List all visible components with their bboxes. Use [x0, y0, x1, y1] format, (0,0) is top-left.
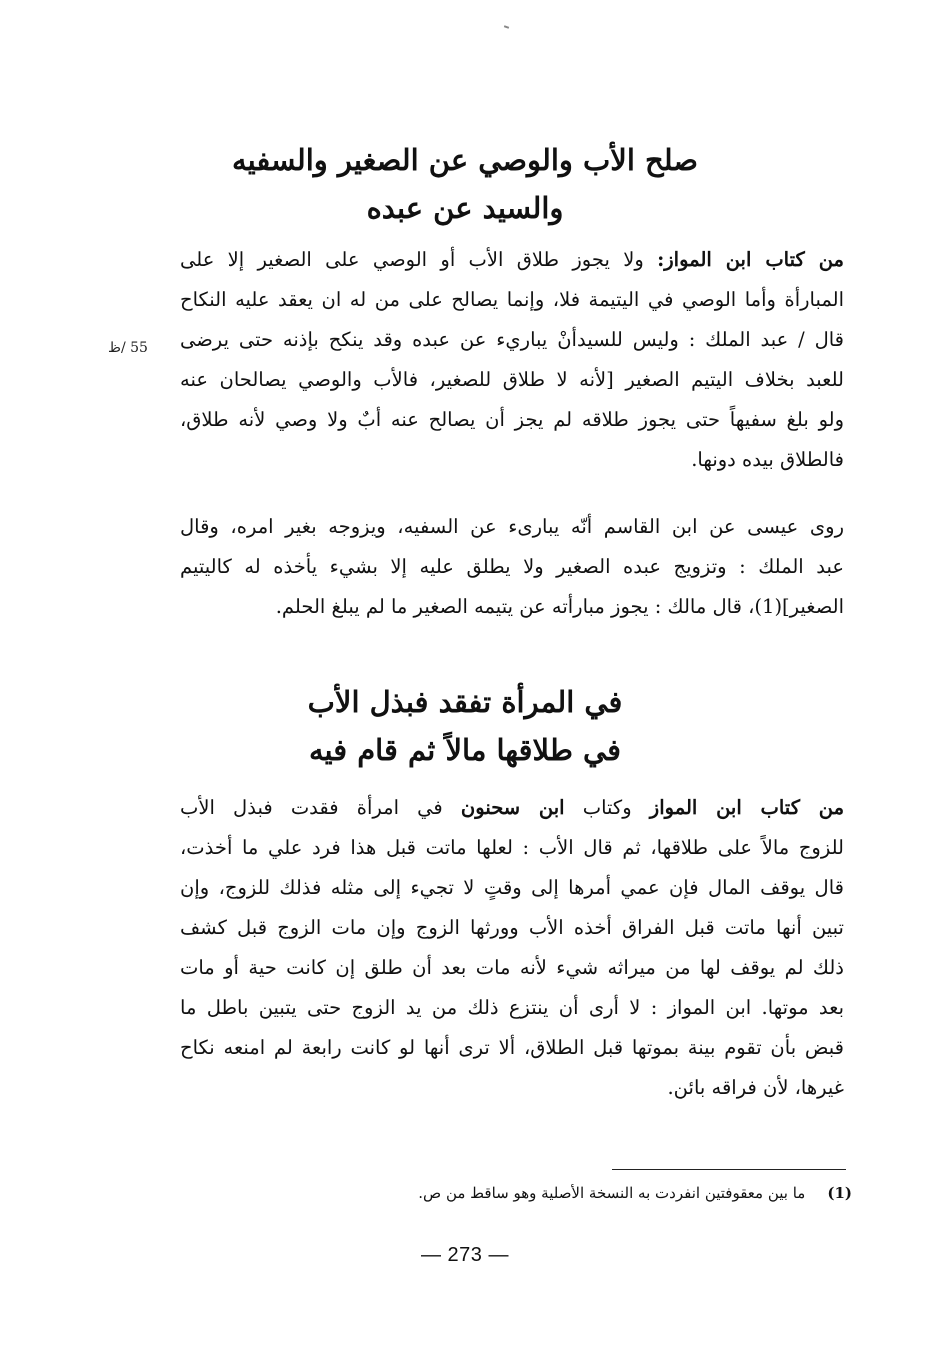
- manuscript-folio-note: 55 /ظ: [108, 340, 148, 356]
- paragraph-2: [180, 507, 844, 627]
- footnote-divider: [612, 1169, 846, 1170]
- paragraph-1-source-bold: من كتاب ابن المواز:: [657, 248, 844, 271]
- scan-speck: [504, 25, 509, 29]
- paragraph-3-line-6: بعد موتها. ابن المواز : لا أرى أن ينتزع ذلك من يد الزوج حتى يتبين باطل ما: [180, 996, 844, 1019]
- paragraph-3-connector: وكتاب: [564, 796, 650, 819]
- paragraph-3-line-1: [180, 788, 844, 828]
- section-heading-2-line-1: في المرأة تفقد فبذل الأب: [307, 685, 623, 719]
- paragraph-1-line-3: قال / عبد الملك : وليس للسيدأنْ يباريء عن عبده وقد ينكح بإذنه حتى يرضى: [180, 328, 844, 351]
- paragraph-3-source-bold-2: ابن سحنون: [460, 796, 565, 819]
- paragraph-2-line-2: عبد الملك : وتزويج عبده الصغير ولا يطلق عليه إلا بشيء يأخذه له كاليتيم: [180, 555, 844, 578]
- section-heading-2-line-2: في طلاقها مالاً ثم قام فيه: [308, 733, 622, 767]
- paragraph-1-line-5: ولو بلغ سفيهاً حتى يجوز طلاقه لم يجز أن يصالح عنه أبٌ ولا وصي لأنه طلاق،: [180, 408, 844, 431]
- section-heading-1: [0, 136, 930, 232]
- footnote-text: ما بين معقوفتين انفردت به النسخة الأصلية وهو ساقط من ص.: [418, 1184, 806, 1202]
- paragraph-1-line-6: فالطلاق بيده دونها.: [691, 448, 844, 471]
- paragraph-3-line-2: للزوج مالاً على طلاقها، ثم قال الأب : لعلها ماتت قبل هذا فرد علي ما أخذت،: [180, 836, 844, 859]
- paragraph-3: [180, 788, 844, 1108]
- footnote: [418, 1184, 852, 1202]
- paragraph-3-line-1-text: في امرأة فقدت فبذل الأب: [180, 796, 461, 819]
- section-heading-1-line-1: صلح الأب والوصي عن الصغير والسفيه: [232, 143, 698, 177]
- paragraph-1-line-4: للعبد بخلاف اليتيم الصغير [لأنه لا طلاق للصغير، فالأب والوصي يصالحان عنه: [180, 368, 844, 391]
- paragraph-2-line-1: روى عيسى عن ابن القاسم أنّه يبارىء عن السفيه، ويزوجه بغير امره، وقال: [180, 515, 844, 538]
- paragraph-3-line-3: قال يوقف المال فإن عمي أمرها إلى وقتٍ لا تجيء إلى مثله فذلك للزوج، وإن: [180, 876, 844, 899]
- paragraph-1: [180, 240, 844, 480]
- section-heading-1-line-2: والسيد عن عبده: [366, 191, 564, 225]
- paragraph-2-line-3: الصغير](1)، قال مالك : يجوز مبارأته عن يتيمه الصغير ما لم يبلغ الحلم.: [275, 595, 844, 618]
- paragraph-3-line-7: قبض بأن تقوم بينة بموتها قبل الطلاق، ألا ترى أنها لو كانت رابعة لم امنعه نكاح: [180, 1036, 844, 1059]
- paragraph-1-line-2: المبارأة وأما الوصي في اليتيمة فلا، وإنما يصالح على من له ان يعقد عليه النكاح: [180, 288, 844, 311]
- paragraph-1-line-1: [180, 240, 844, 280]
- paragraph-3-line-8: غيرها، لأن فراقه بائن.: [667, 1076, 844, 1099]
- paragraph-3-source-bold-1: من كتاب ابن المواز: [649, 796, 844, 819]
- page-number: — 273 —: [421, 1244, 509, 1266]
- paragraph-3-line-5: ذلك لم يوقف لها من ميراثه شيء لأنه مات بعد أن طلق إن كانت حية أو مات: [180, 956, 844, 979]
- paragraph-3-line-4: تبين أنها ماتت قبل الفراق أخذه الأب وورثها الزوج وإن مات الزوج قبل كشف: [180, 916, 844, 939]
- paragraph-1-line-1-text: ولا يجوز طلاق الأب أو الوصي على الصغير إلا على: [180, 248, 658, 271]
- section-heading-2: [0, 678, 930, 774]
- footnote-marker: (1): [827, 1184, 852, 1202]
